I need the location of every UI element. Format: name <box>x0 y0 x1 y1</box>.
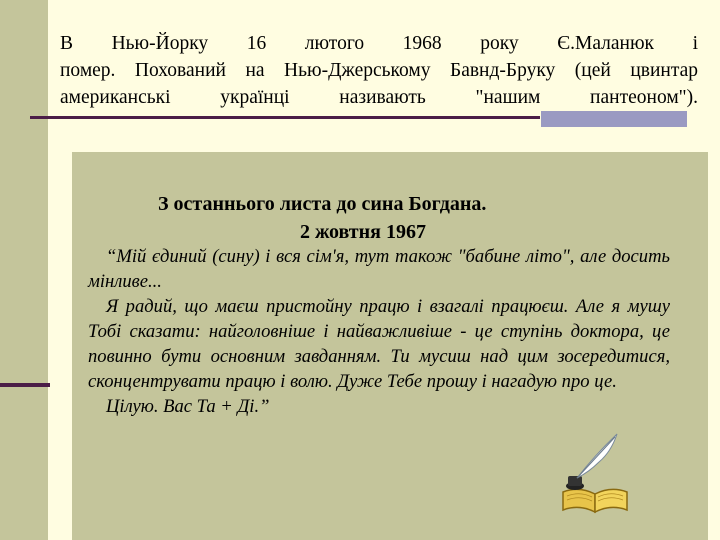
quill-and-book-icon <box>555 430 635 515</box>
intro-line-3: американські українці називають "нашим пантеоном"). <box>60 87 698 108</box>
letter-paragraph-1: “Мій єдиний (сину) і вся сім'я, тут також "бабине літо", але досить мінливе... <box>88 246 670 292</box>
intro-line-1: В Нью-Йорку 16 лютого 1968 року Є.Маланюк і <box>60 33 698 54</box>
divider-accent-box <box>541 111 687 127</box>
letter-paragraph-2: Я радий, що маєш пристойну працю і взагалі працюєш. Але я мушу Тобі сказати: найголовніше і найважливіше - це ступінь доктора, це повинно бути основним завданням. Ти мусиш над цим зосередитися, сконцентрувати працю і волю. Дуже Тебе прошу і нагадую про це. <box>88 296 670 392</box>
letter-date: 2 жовтня 1967 <box>300 221 426 243</box>
letter-title: З останнього листа до сина Богдана. <box>158 193 487 215</box>
intro-text <box>60 30 698 111</box>
letter-paragraph-3: Цілую. Вас Та + Ді.” <box>106 396 270 417</box>
left-accent-line <box>0 383 50 387</box>
intro-line-2: помер. Похований на Нью-Джерському Бавнд-Бруку (цей цвинтар <box>60 60 698 81</box>
left-decorative-bar <box>0 0 48 540</box>
divider-line <box>30 116 540 119</box>
letter-body <box>88 244 670 419</box>
